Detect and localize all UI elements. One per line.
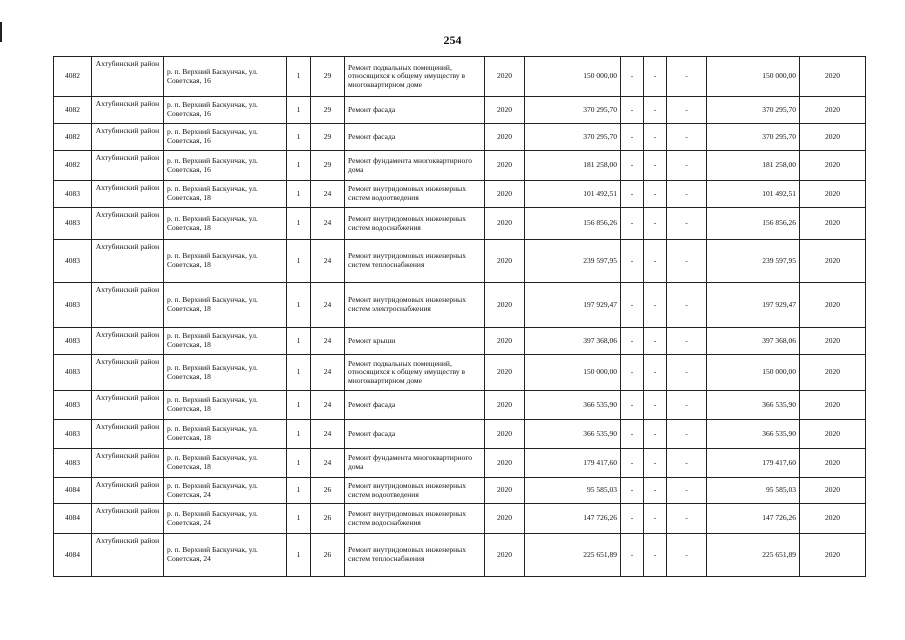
dash-1-cell: - [621,328,644,355]
address-cell: р. п. Верхний Баскунчак, ул. Советская, 24 [164,504,287,534]
total-amount-cell: 181 258,00 [707,151,800,181]
dash-1-cell: - [621,57,644,97]
start-year-cell: 2020 [485,97,525,124]
apartments-count-cell: 24 [311,240,345,283]
district-cell: Ахтубинский район [92,420,164,449]
dash-1-cell: - [621,97,644,124]
dash-2-cell: - [644,240,667,283]
row-id-cell: 4083 [54,283,92,328]
end-year-cell: 2020 [800,355,866,391]
row-id-cell: 4083 [54,391,92,420]
cost-amount-cell: 147 726,26 [525,504,621,534]
cost-amount-cell: 150 000,00 [525,355,621,391]
cost-amount-cell: 370 295,70 [525,97,621,124]
cost-amount-cell: 397 368,06 [525,328,621,355]
apartments-count-cell: 24 [311,420,345,449]
table-row [54,97,866,124]
work-type-cell: Ремонт подвальных помещений, относящихся к общему имуществу в многоквартирном доме [345,355,485,391]
address-cell: р. п. Верхний Баскунчак, ул. Советская, 18 [164,208,287,240]
entrances-count-cell: 1 [287,420,311,449]
end-year-cell: 2020 [800,449,866,478]
work-type-cell: Ремонт фасада [345,97,485,124]
cost-amount-cell: 366 535,90 [525,391,621,420]
district-cell: Ахтубинский район [92,478,164,504]
dash-3-cell: - [667,57,707,97]
dash-1-cell: - [621,355,644,391]
dash-3-cell: - [667,283,707,328]
table-row [54,283,866,328]
dash-3-cell: - [667,181,707,208]
start-year-cell: 2020 [485,181,525,208]
end-year-cell: 2020 [800,283,866,328]
cost-amount-cell: 370 295,70 [525,124,621,151]
dash-1-cell: - [621,151,644,181]
work-type-cell: Ремонт внутридомовых инженерных систем водоснабжения [345,208,485,240]
end-year-cell: 2020 [800,240,866,283]
page-number: 254 [443,33,462,47]
district-cell: Ахтубинский район [92,534,164,577]
row-id-cell: 4082 [54,57,92,97]
district-cell: Ахтубинский район [92,124,164,151]
total-amount-cell: 197 929,47 [707,283,800,328]
work-type-cell: Ремонт внутридомовых инженерных систем водоотведения [345,181,485,208]
row-id-cell: 4084 [54,504,92,534]
end-year-cell: 2020 [800,208,866,240]
start-year-cell: 2020 [485,391,525,420]
dash-2-cell: - [644,355,667,391]
dash-2-cell: - [644,504,667,534]
cost-amount-cell: 239 597,95 [525,240,621,283]
dash-3-cell: - [667,420,707,449]
entrances-count-cell: 1 [287,478,311,504]
entrances-count-cell: 1 [287,181,311,208]
dash-3-cell: - [667,151,707,181]
cost-amount-cell: 225 651,89 [525,534,621,577]
work-type-cell: Ремонт фундамента многоквартирного дома [345,151,485,181]
work-type-cell: Ремонт фундамента многоквартирного дома [345,449,485,478]
dash-1-cell: - [621,449,644,478]
work-type-cell: Ремонт внутридомовых инженерных систем водоснабжения [345,504,485,534]
cost-amount-cell: 150 000,00 [525,57,621,97]
end-year-cell: 2020 [800,57,866,97]
total-amount-cell: 147 726,26 [707,504,800,534]
total-amount-cell: 397 368,06 [707,328,800,355]
work-type-cell: Ремонт внутридомовых инженерных систем теплоснабжения [345,240,485,283]
dash-3-cell: - [667,534,707,577]
dash-1-cell: - [621,504,644,534]
start-year-cell: 2020 [485,534,525,577]
dash-1-cell: - [621,478,644,504]
start-year-cell: 2020 [485,420,525,449]
row-id-cell: 4083 [54,181,92,208]
dash-3-cell: - [667,97,707,124]
entrances-count-cell: 1 [287,328,311,355]
dash-1-cell: - [621,283,644,328]
dash-3-cell: - [667,208,707,240]
dash-1-cell: - [621,534,644,577]
apartments-count-cell: 26 [311,534,345,577]
dash-3-cell: - [667,478,707,504]
total-amount-cell: 366 535,90 [707,391,800,420]
cost-amount-cell: 366 535,90 [525,420,621,449]
table-row [54,208,866,240]
row-id-cell: 4083 [54,420,92,449]
district-cell: Ахтубинский район [92,240,164,283]
cost-amount-cell: 197 929,47 [525,283,621,328]
dash-2-cell: - [644,449,667,478]
address-cell: р. п. Верхний Баскунчак, ул. Советская, 24 [164,534,287,577]
table-row [54,449,866,478]
apartments-count-cell: 24 [311,208,345,240]
end-year-cell: 2020 [800,151,866,181]
dash-1-cell: - [621,240,644,283]
address-cell: р. п. Верхний Баскунчак, ул. Советская, 16 [164,124,287,151]
table-row [54,328,866,355]
row-id-cell: 4082 [54,151,92,181]
dash-2-cell: - [644,208,667,240]
total-amount-cell: 225 651,89 [707,534,800,577]
entrances-count-cell: 1 [287,240,311,283]
dash-2-cell: - [644,181,667,208]
row-id-cell: 4084 [54,478,92,504]
entrances-count-cell: 1 [287,534,311,577]
table-row [54,355,866,391]
start-year-cell: 2020 [485,504,525,534]
apartments-count-cell: 24 [311,449,345,478]
start-year-cell: 2020 [485,57,525,97]
apartments-count-cell: 24 [311,355,345,391]
row-id-cell: 4083 [54,355,92,391]
entrances-count-cell: 1 [287,355,311,391]
row-id-cell: 4083 [54,449,92,478]
address-cell: р. п. Верхний Баскунчак, ул. Советская, 18 [164,391,287,420]
repair-program-table [53,56,866,577]
dash-3-cell: - [667,328,707,355]
dash-2-cell: - [644,57,667,97]
total-amount-cell: 370 295,70 [707,124,800,151]
cost-amount-cell: 179 417,60 [525,449,621,478]
dash-3-cell: - [667,240,707,283]
district-cell: Ахтубинский район [92,355,164,391]
address-cell: р. п. Верхний Баскунчак, ул. Советская, 18 [164,181,287,208]
address-cell: р. п. Верхний Баскунчак, ул. Советская, 18 [164,449,287,478]
table-row [54,420,866,449]
entrances-count-cell: 1 [287,504,311,534]
dash-1-cell: - [621,181,644,208]
work-type-cell: Ремонт фасада [345,124,485,151]
dash-2-cell: - [644,124,667,151]
cost-amount-cell: 181 258,00 [525,151,621,181]
address-cell: р. п. Верхний Баскунчак, ул. Советская, 16 [164,97,287,124]
start-year-cell: 2020 [485,208,525,240]
end-year-cell: 2020 [800,124,866,151]
total-amount-cell: 366 535,90 [707,420,800,449]
cost-amount-cell: 101 492,51 [525,181,621,208]
total-amount-cell: 101 492,51 [707,181,800,208]
district-cell: Ахтубинский район [92,181,164,208]
table-row [54,240,866,283]
district-cell: Ахтубинский район [92,57,164,97]
row-id-cell: 4083 [54,240,92,283]
district-cell: Ахтубинский район [92,391,164,420]
district-cell: Ахтубинский район [92,208,164,240]
dash-2-cell: - [644,97,667,124]
dash-2-cell: - [644,328,667,355]
start-year-cell: 2020 [485,478,525,504]
work-type-cell: Ремонт фасада [345,391,485,420]
total-amount-cell: 150 000,00 [707,57,800,97]
entrances-count-cell: 1 [287,97,311,124]
end-year-cell: 2020 [800,97,866,124]
row-id-cell: 4082 [54,124,92,151]
apartments-count-cell: 24 [311,328,345,355]
table-body [54,57,866,577]
table-row [54,391,866,420]
district-cell: Ахтубинский район [92,504,164,534]
work-type-cell: Ремонт фасада [345,420,485,449]
address-cell: р. п. Верхний Баскунчак, ул. Советская, 16 [164,151,287,181]
dash-2-cell: - [644,283,667,328]
total-amount-cell: 370 295,70 [707,97,800,124]
apartments-count-cell: 24 [311,181,345,208]
start-year-cell: 2020 [485,328,525,355]
total-amount-cell: 156 856,26 [707,208,800,240]
table-row [54,57,866,97]
district-cell: Ахтубинский район [92,151,164,181]
entrances-count-cell: 1 [287,124,311,151]
dash-1-cell: - [621,124,644,151]
entrances-count-cell: 1 [287,283,311,328]
total-amount-cell: 95 585,03 [707,478,800,504]
work-type-cell: Ремонт внутридомовых инженерных систем электроснабжения [345,283,485,328]
apartments-count-cell: 26 [311,504,345,534]
apartments-count-cell: 29 [311,97,345,124]
end-year-cell: 2020 [800,478,866,504]
end-year-cell: 2020 [800,181,866,208]
dash-2-cell: - [644,534,667,577]
end-year-cell: 2020 [800,420,866,449]
apartments-count-cell: 24 [311,391,345,420]
work-type-cell: Ремонт внутридомовых инженерных систем теплоснабжения [345,534,485,577]
address-cell: р. п. Верхний Баскунчак, ул. Советская, 18 [164,283,287,328]
apartments-count-cell: 29 [311,124,345,151]
address-cell: р. п. Верхний Баскунчак, ул. Советская, 18 [164,420,287,449]
row-id-cell: 4084 [54,534,92,577]
total-amount-cell: 150 000,00 [707,355,800,391]
dash-3-cell: - [667,355,707,391]
entrances-count-cell: 1 [287,208,311,240]
dash-2-cell: - [644,151,667,181]
dash-3-cell: - [667,124,707,151]
end-year-cell: 2020 [800,504,866,534]
end-year-cell: 2020 [800,391,866,420]
start-year-cell: 2020 [485,240,525,283]
entrances-count-cell: 1 [287,151,311,181]
district-cell: Ахтубинский район [92,97,164,124]
work-type-cell: Ремонт подвальных помещений, относящихся к общему имуществу в многоквартирном доме [345,57,485,97]
start-year-cell: 2020 [485,151,525,181]
district-cell: Ахтубинский район [92,283,164,328]
dash-1-cell: - [621,420,644,449]
dash-2-cell: - [644,391,667,420]
apartments-count-cell: 29 [311,57,345,97]
start-year-cell: 2020 [485,124,525,151]
end-year-cell: 2020 [800,534,866,577]
entrances-count-cell: 1 [287,57,311,97]
table-row [54,534,866,577]
start-year-cell: 2020 [485,283,525,328]
dash-1-cell: - [621,208,644,240]
row-id-cell: 4083 [54,328,92,355]
start-year-cell: 2020 [485,449,525,478]
cost-amount-cell: 95 585,03 [525,478,621,504]
start-year-cell: 2020 [485,355,525,391]
dash-2-cell: - [644,478,667,504]
address-cell: р. п. Верхний Баскунчак, ул. Советская, 24 [164,478,287,504]
district-cell: Ахтубинский район [92,449,164,478]
table-row [54,504,866,534]
table-row [54,151,866,181]
total-amount-cell: 179 417,60 [707,449,800,478]
work-type-cell: Ремонт внутридомовых инженерных систем водоотведения [345,478,485,504]
table-row [54,478,866,504]
address-cell: р. п. Верхний Баскунчак, ул. Советская, 16 [164,57,287,97]
entrances-count-cell: 1 [287,449,311,478]
end-year-cell: 2020 [800,328,866,355]
row-id-cell: 4082 [54,97,92,124]
table-row [54,181,866,208]
apartments-count-cell: 26 [311,478,345,504]
address-cell: р. п. Верхний Баскунчак, ул. Советская, 18 [164,355,287,391]
dash-2-cell: - [644,420,667,449]
work-type-cell: Ремонт крыши [345,328,485,355]
district-cell: Ахтубинский район [92,328,164,355]
dash-3-cell: - [667,391,707,420]
dash-3-cell: - [667,504,707,534]
address-cell: р. п. Верхний Баскунчак, ул. Советская, 18 [164,328,287,355]
total-amount-cell: 239 597,95 [707,240,800,283]
apartments-count-cell: 29 [311,151,345,181]
row-id-cell: 4083 [54,208,92,240]
cost-amount-cell: 156 856,26 [525,208,621,240]
dash-3-cell: - [667,449,707,478]
table-row [54,124,866,151]
entrances-count-cell: 1 [287,391,311,420]
dash-1-cell: - [621,391,644,420]
address-cell: р. п. Верхний Баскунчак, ул. Советская, 18 [164,240,287,283]
apartments-count-cell: 24 [311,283,345,328]
